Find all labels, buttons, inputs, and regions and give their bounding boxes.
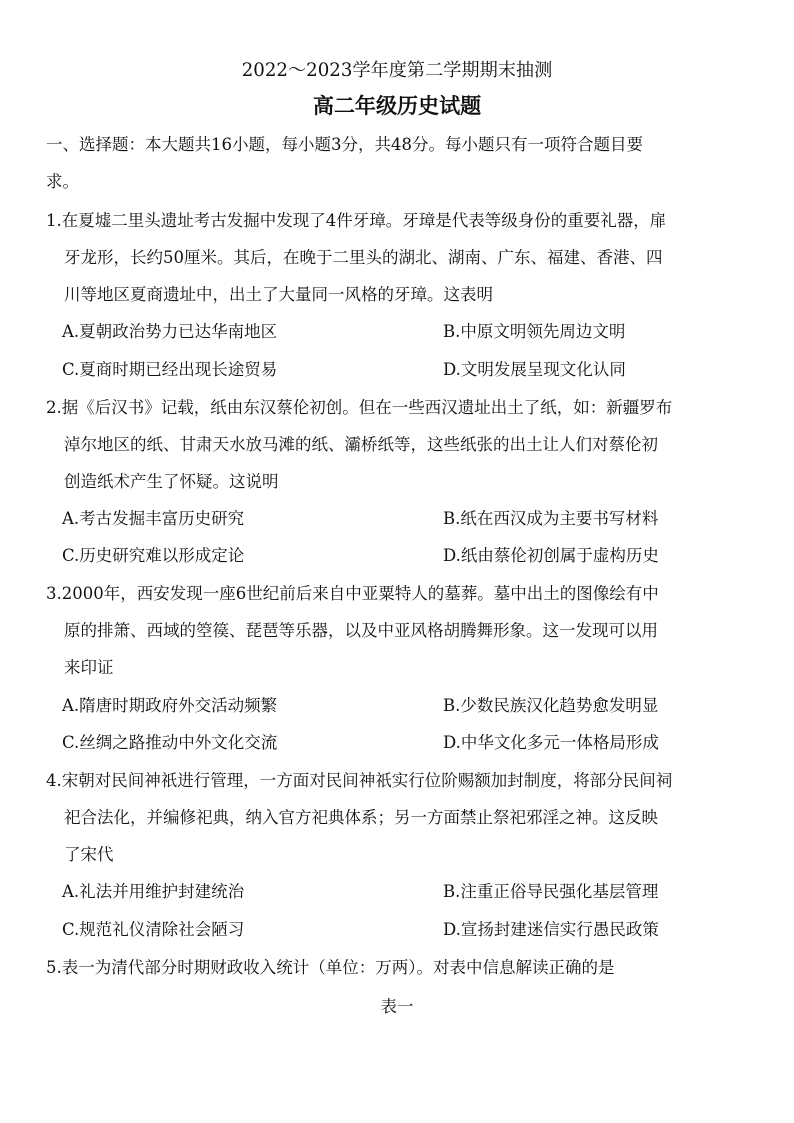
question-3-option-b: B.少数民族汉化趋势愈发明显 <box>443 696 659 715</box>
question-3-option-c: C.丝绸之路推动中外文化交流 <box>62 733 278 752</box>
exam-subtitle: 高二年级历史试题 <box>312 93 482 118</box>
question-1-option-b: B.中原文明领先周边文明 <box>443 322 626 341</box>
question-4-option-a: A.礼法并用维护封建统治 <box>62 882 245 901</box>
question-2-text: 2.据《后汉书》记载，纸由东汉蔡伦初创。但在一些西汉遗址出土了纸，如：新疆罗布 <box>46 398 673 417</box>
question-2-option-b: B.纸在西汉成为主要书写材料 <box>443 509 659 528</box>
question-5-text: 5.表一为清代部分时期财政收入统计（单位：万两）。对表中信息解读正确的是 <box>46 958 615 977</box>
question-2-option-d: D.纸由蔡伦初创属于虚构历史 <box>443 546 659 565</box>
question-1-option-d: D.文明发展呈现文化认同 <box>443 360 626 379</box>
section-heading-cont: 求。 <box>46 172 79 191</box>
question-2-text: 创造纸术产生了怀疑。这说明 <box>64 472 279 491</box>
question-2-option-c: C.历史研究难以形成定论 <box>62 546 245 565</box>
question-3-text: 原的排箫、西域的箜篌、琵琶等乐器，以及中亚风格胡腾舞形象。这一发现可以用 <box>64 621 658 640</box>
question-4-option-d: D.宣扬封建迷信实行愚民政策 <box>443 920 659 939</box>
question-1-option-c: C.夏商时期已经出现长途贸易 <box>62 360 278 379</box>
question-3-text: 来印证 <box>64 658 114 677</box>
section-heading: 一、选择题：本大题共16小题，每小题3分，共48分。每小题只有一项符合题目要 <box>46 135 643 154</box>
question-1-option-a: A.夏朝政治势力已达华南地区 <box>62 322 278 341</box>
question-1-text: 1.在夏墟二里头遗址考古发掘中发现了4件牙璋。牙璋是代表等级身份的重要礼器，扉 <box>46 211 667 230</box>
question-1-text: 牙龙形，长约50厘米。其后，在晚于二里头的湖北、湖南、广东、福建、香港、四 <box>64 248 663 267</box>
question-4-text: 祀合法化，并编修祀典，纳入官方祀典体系；另一方面禁止祭祀邪淫之神。这反映 <box>64 808 658 827</box>
question-4-text: 了宋代 <box>64 845 114 864</box>
question-4-text: 4.宋朝对民间神祇进行管理，一方面对民间神祇实行位阶赐额加封制度，将部分民间祠 <box>46 771 673 790</box>
question-4-option-b: B.注重正俗导民强化基层管理 <box>443 882 659 901</box>
table-caption: 表一 <box>380 997 414 1016</box>
question-3-text: 3.2000年，西安发现一座6世纪前后来自中亚粟特人的墓葬。墓中出土的图像绘有中 <box>46 584 659 603</box>
question-1-text: 川等地区夏商遗址中，出土了大量同一风格的牙璋。这表明 <box>64 285 493 304</box>
question-2-text: 淖尔地区的纸、甘肃天水放马滩的纸、灞桥纸等，这些纸张的出土让人们对蔡伦初 <box>64 435 658 454</box>
question-3-option-a: A.隋唐时期政府外交活动频繁 <box>62 696 278 715</box>
question-4-option-c: C.规范礼仪清除社会陋习 <box>62 920 245 939</box>
question-2-option-a: A.考古发掘丰富历史研究 <box>62 509 245 528</box>
exam-title: 2022～2023学年度第二学期期末抽测 <box>241 60 553 81</box>
question-3-option-d: D.中华文化多元一体格局形成 <box>443 733 659 752</box>
